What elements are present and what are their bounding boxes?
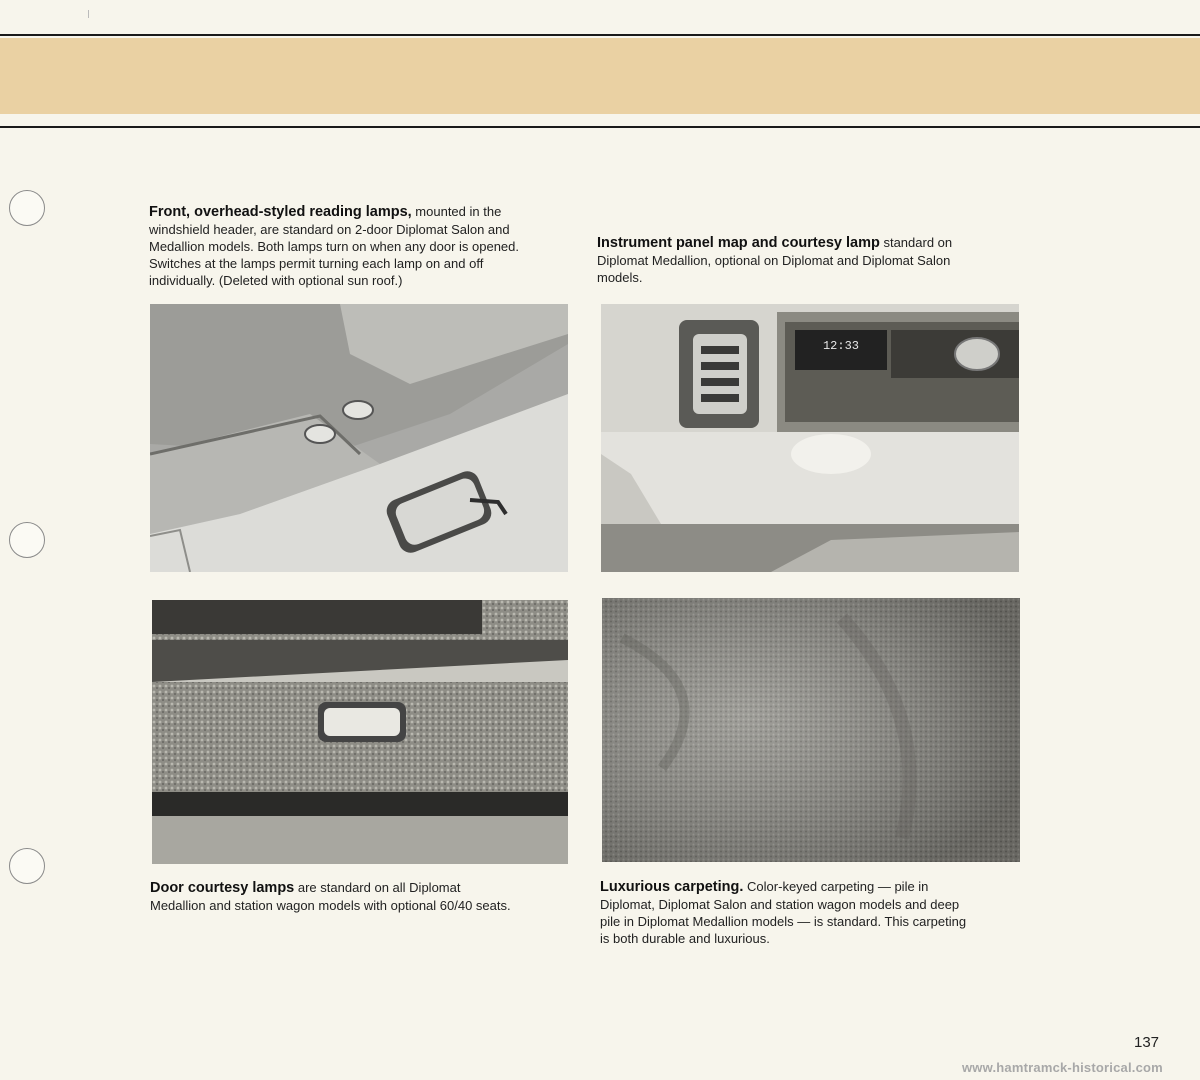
watermark: www.hamtramck-historical.com bbox=[962, 1060, 1163, 1075]
header-color-band bbox=[0, 38, 1200, 114]
caption-lead: Instrument panel map and courtesy lamp bbox=[597, 235, 880, 251]
header-bottom-rule bbox=[0, 126, 1200, 128]
caption-line: models. bbox=[597, 270, 643, 285]
clock-display: 12:33 bbox=[822, 339, 860, 353]
caption-carpeting bbox=[600, 878, 1000, 947]
caption-reading-lamps bbox=[149, 203, 549, 289]
overhead-lamps-illustration bbox=[150, 304, 568, 572]
caption-line: standard on bbox=[883, 235, 953, 250]
caption-line: Diplomat Medallion, optional on Diplomat and Diplomat Salon bbox=[597, 253, 951, 268]
binder-hole-middle bbox=[9, 522, 45, 558]
caption-line: Medallion and station wagon models with optional 60/40 seats. bbox=[150, 898, 511, 913]
corner-tick-mark bbox=[88, 10, 89, 18]
caption-lead: Front, overhead-styled reading lamps, bbox=[149, 204, 412, 220]
caption-line: Medallion models. Both lamps turn on when any door is opened. bbox=[149, 239, 519, 254]
page-number: 137 bbox=[1134, 1034, 1160, 1051]
photo-door-courtesy-lamp bbox=[152, 600, 568, 864]
binder-hole-top bbox=[9, 190, 45, 226]
carpet-illustration bbox=[602, 598, 1020, 862]
caption-line: are standard on all Diplomat bbox=[297, 880, 461, 895]
caption-lead: Door courtesy lamps bbox=[150, 880, 295, 896]
binder-hole-bottom bbox=[9, 848, 45, 884]
header-top-rule bbox=[0, 34, 1200, 36]
photo-overhead-reading-lamps bbox=[150, 304, 568, 572]
caption-line: Switches at the lamps permit turning each lamp on and off bbox=[149, 256, 484, 271]
door-lamp-illustration bbox=[152, 600, 568, 864]
caption-line: Color-keyed carpeting — pile in bbox=[747, 879, 929, 894]
caption-line: individually. (Deleted with optional sun roof.) bbox=[149, 273, 403, 288]
caption-line: pile in Diplomat Medallion models — is standard. This carpeting bbox=[600, 914, 967, 929]
caption-line: windshield header, are standard on 2-door Diplomat Salon and bbox=[149, 222, 510, 237]
caption-map-lamp bbox=[597, 234, 997, 286]
caption-line: is both durable and luxurious. bbox=[600, 931, 770, 946]
caption-lead: Luxurious carpeting. bbox=[600, 879, 744, 895]
photo-instrument-panel-lamp bbox=[601, 304, 1019, 572]
caption-line: mounted in the bbox=[415, 204, 502, 219]
caption-door-lamps bbox=[150, 879, 550, 914]
photo-luxurious-carpeting bbox=[602, 598, 1020, 862]
caption-line: Diplomat, Diplomat Salon and station wagon models and deep bbox=[600, 897, 960, 912]
instrument-panel-illustration bbox=[601, 304, 1019, 572]
